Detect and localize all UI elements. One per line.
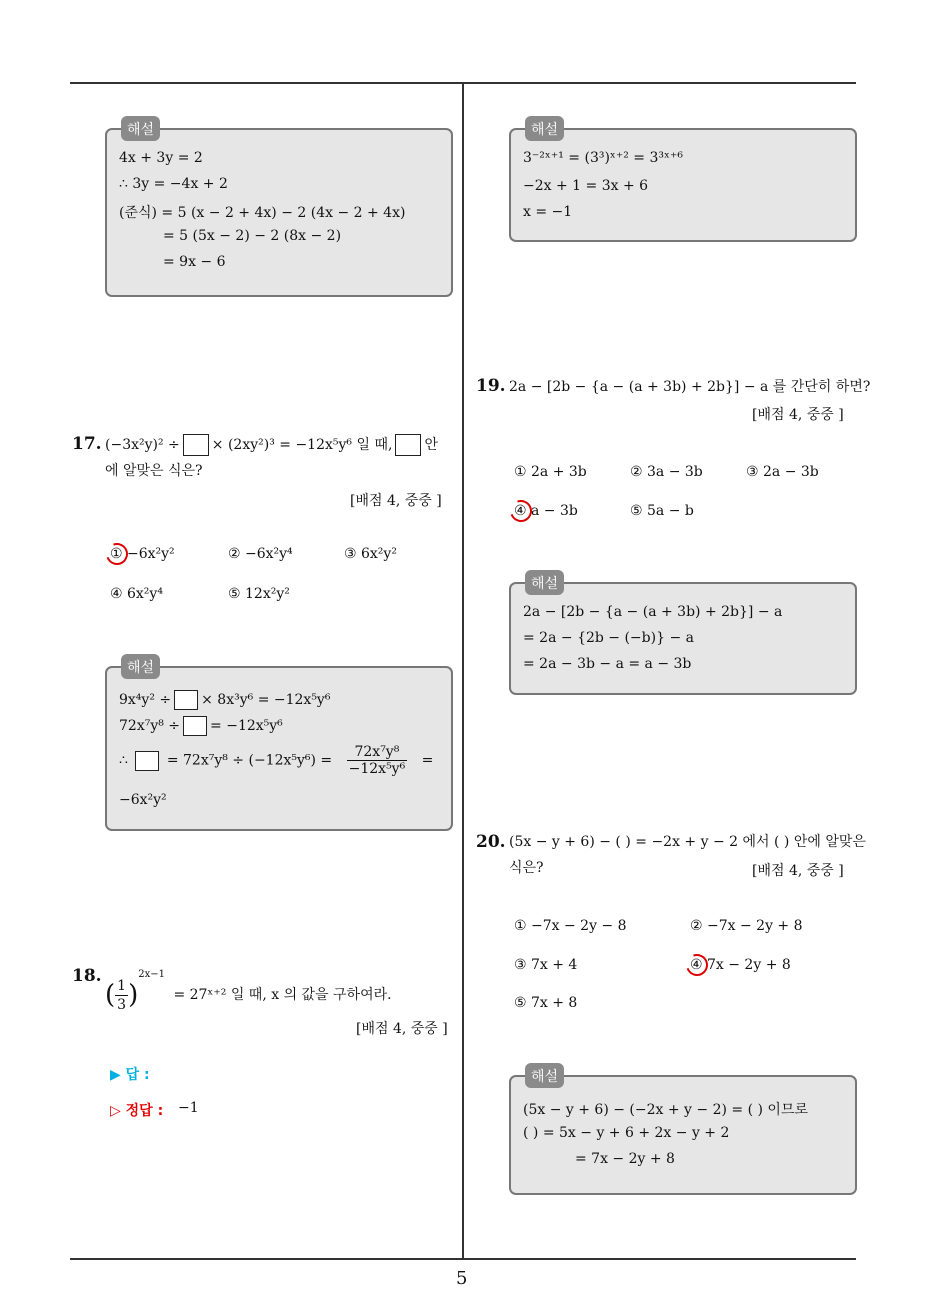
choice-17-1[interactable]: ① −6x²y² <box>110 546 175 562</box>
choice-17-3[interactable]: ③ 6x²y² <box>344 546 397 562</box>
answer-blank <box>183 716 207 736</box>
solution-line: (5x − y + 6) − (−2x + y − 2) = ( ) 이므로 <box>523 1102 808 1118</box>
question-number-17: 17. <box>72 434 102 454</box>
column-divider <box>462 84 464 1260</box>
bottom-rule <box>70 1258 856 1260</box>
solution-line: = 2a − 3b − a = a − 3b <box>523 656 692 672</box>
solution-text: 9x⁴y² ÷ <box>119 692 172 708</box>
solution-box-18 <box>509 122 857 242</box>
choice-17-4[interactable]: ④ 6x²y⁴ <box>110 586 163 602</box>
solution-line: 4x + 3y = 2 <box>119 150 203 166</box>
solution-text: = 72x⁷y⁸ ÷ (−12x⁵y⁶) = <box>166 752 333 769</box>
question-number-20: 20. <box>476 832 506 852</box>
fraction-denominator: −12x⁵y⁶ <box>348 761 406 777</box>
question-text-20-line1: (5x − y + 6) − ( ) = −2x + y − 2 에서 ( ) 안에 알맞은 <box>509 834 866 850</box>
question-text-part: (−3x²y)² ÷ <box>105 437 180 453</box>
solution-text: 72x⁷y⁸ ÷ <box>119 718 181 734</box>
solution-line: 2a − [2b − {a − (a + 3b) + 2b}] − a <box>523 604 783 620</box>
solution-line <box>119 690 330 710</box>
solution-box-20 <box>509 1069 857 1195</box>
choice-17-5[interactable]: ⑤ 12x²y² <box>228 586 290 602</box>
solution-text: ∴ <box>119 752 128 769</box>
solution-line: x = −1 <box>523 204 573 220</box>
solution-line: ( ) = 5x − y + 6 + 2x − y + 2 <box>523 1125 730 1141</box>
exponent: 2x−1 <box>138 969 165 980</box>
question-text-17 <box>105 432 455 484</box>
solution-tag: 해설 <box>525 1063 564 1088</box>
solution-line: (준식) = 5 (x − 2 + 4x) − 2 (4x − 2 + 4x) <box>119 205 406 221</box>
solution-text: × 8x³y⁶ = −12x⁵y⁶ <box>201 692 331 708</box>
question-number-19: 19. <box>476 376 506 396</box>
correct-answer-mark <box>682 950 711 979</box>
question-meta-17: [배점 4, 중중 ] <box>350 493 442 509</box>
correct-answer-value: −1 <box>178 1100 199 1116</box>
choice-20-3[interactable]: ③ 7x + 4 <box>514 957 578 973</box>
choice-19-2[interactable]: ② 3a − 3b <box>630 464 703 480</box>
answer-blank <box>395 434 421 456</box>
answer-label: ▶ 답 : <box>110 1067 150 1083</box>
solution-line: −6x²y² <box>119 792 167 808</box>
question-text-part: 에 알맞은 식은? <box>105 463 203 479</box>
solution-text: = <box>421 752 434 769</box>
question-number-18: 18. <box>72 966 102 986</box>
question-text-19: 2a − [2b − {a − (a + 3b) + 2b}] − a 를 간단히 하면? <box>509 379 871 395</box>
solution-box-17 <box>105 660 453 831</box>
fraction <box>115 977 128 1014</box>
question-meta-19: [배점 4, 중중 ] <box>752 407 844 423</box>
solution-line: = 2a − {2b − (−b)} − a <box>523 630 694 646</box>
choice-19-1[interactable]: ① 2a + 3b <box>514 464 587 480</box>
solution-line: = 9x − 6 <box>163 254 226 270</box>
answer-blank <box>183 434 209 456</box>
answer-blank <box>174 690 198 710</box>
question-text-part: 안 <box>424 437 438 453</box>
question-text-20-line2: 식은? <box>509 860 544 876</box>
solution-line: ∴ 3y = −4x + 2 <box>119 176 228 192</box>
solution-tag: 해설 <box>525 570 564 595</box>
solution-tag: 해설 <box>121 654 160 679</box>
solution-box-16 <box>105 122 453 297</box>
correct-answer-label: ▷ 정답 : <box>110 1103 164 1119</box>
fraction-numerator: 1 <box>117 977 127 994</box>
solution-tag: 해설 <box>121 116 160 141</box>
solution-line: −2x + 1 = 3x + 6 <box>523 178 649 194</box>
solution-tag: 해설 <box>525 116 564 141</box>
choice-19-4[interactable]: ④ a − 3b <box>514 503 578 519</box>
choice-19-3[interactable]: ③ 2a − 3b <box>746 464 819 480</box>
solution-line <box>119 716 283 736</box>
page-number: 5 <box>456 1268 468 1289</box>
choice-20-1[interactable]: ① −7x − 2y − 8 <box>514 918 627 934</box>
paren-open: ( <box>105 980 116 1010</box>
fraction <box>347 744 408 777</box>
solution-line: = 7x − 2y + 8 <box>575 1151 675 1167</box>
solution-line: 3⁻²ˣ⁺¹ = (3³)ˣ⁺² = 3³ˣ⁺⁶ <box>523 150 683 166</box>
correct-answer-mark <box>506 496 535 525</box>
question-text-part: = 27ˣ⁺² 일 때, x 의 값을 구하여라. <box>173 987 392 1003</box>
choice-17-2[interactable]: ② −6x²y⁴ <box>228 546 293 562</box>
question-meta-20: [배점 4, 중중 ] <box>752 863 844 879</box>
choice-19-5[interactable]: ⑤ 5a − b <box>630 503 694 519</box>
solution-line: = 5 (5x − 2) − 2 (8x − 2) <box>163 228 342 244</box>
fraction-numerator: 72x⁷y⁸ <box>347 744 408 761</box>
solution-line <box>119 744 433 777</box>
choice-20-5[interactable]: ⑤ 7x + 8 <box>514 995 578 1011</box>
fraction-denominator: 3 <box>117 996 127 1013</box>
choice-20-4[interactable]: ④ 7x − 2y + 8 <box>690 957 791 973</box>
choice-20-2[interactable]: ② −7x − 2y + 8 <box>690 918 803 934</box>
question-text-part: × (2xy²)³ = −12x⁵y⁶ 일 때, <box>211 437 393 453</box>
paren-close: ) <box>128 980 139 1010</box>
question-text-18 <box>105 962 455 1014</box>
question-meta-18: [배점 4, 중중 ] <box>356 1021 448 1037</box>
solution-box-19 <box>509 576 857 695</box>
solution-text: = −12x⁵y⁶ <box>210 718 283 734</box>
answer-blank <box>135 751 159 771</box>
correct-answer-mark <box>102 539 131 568</box>
